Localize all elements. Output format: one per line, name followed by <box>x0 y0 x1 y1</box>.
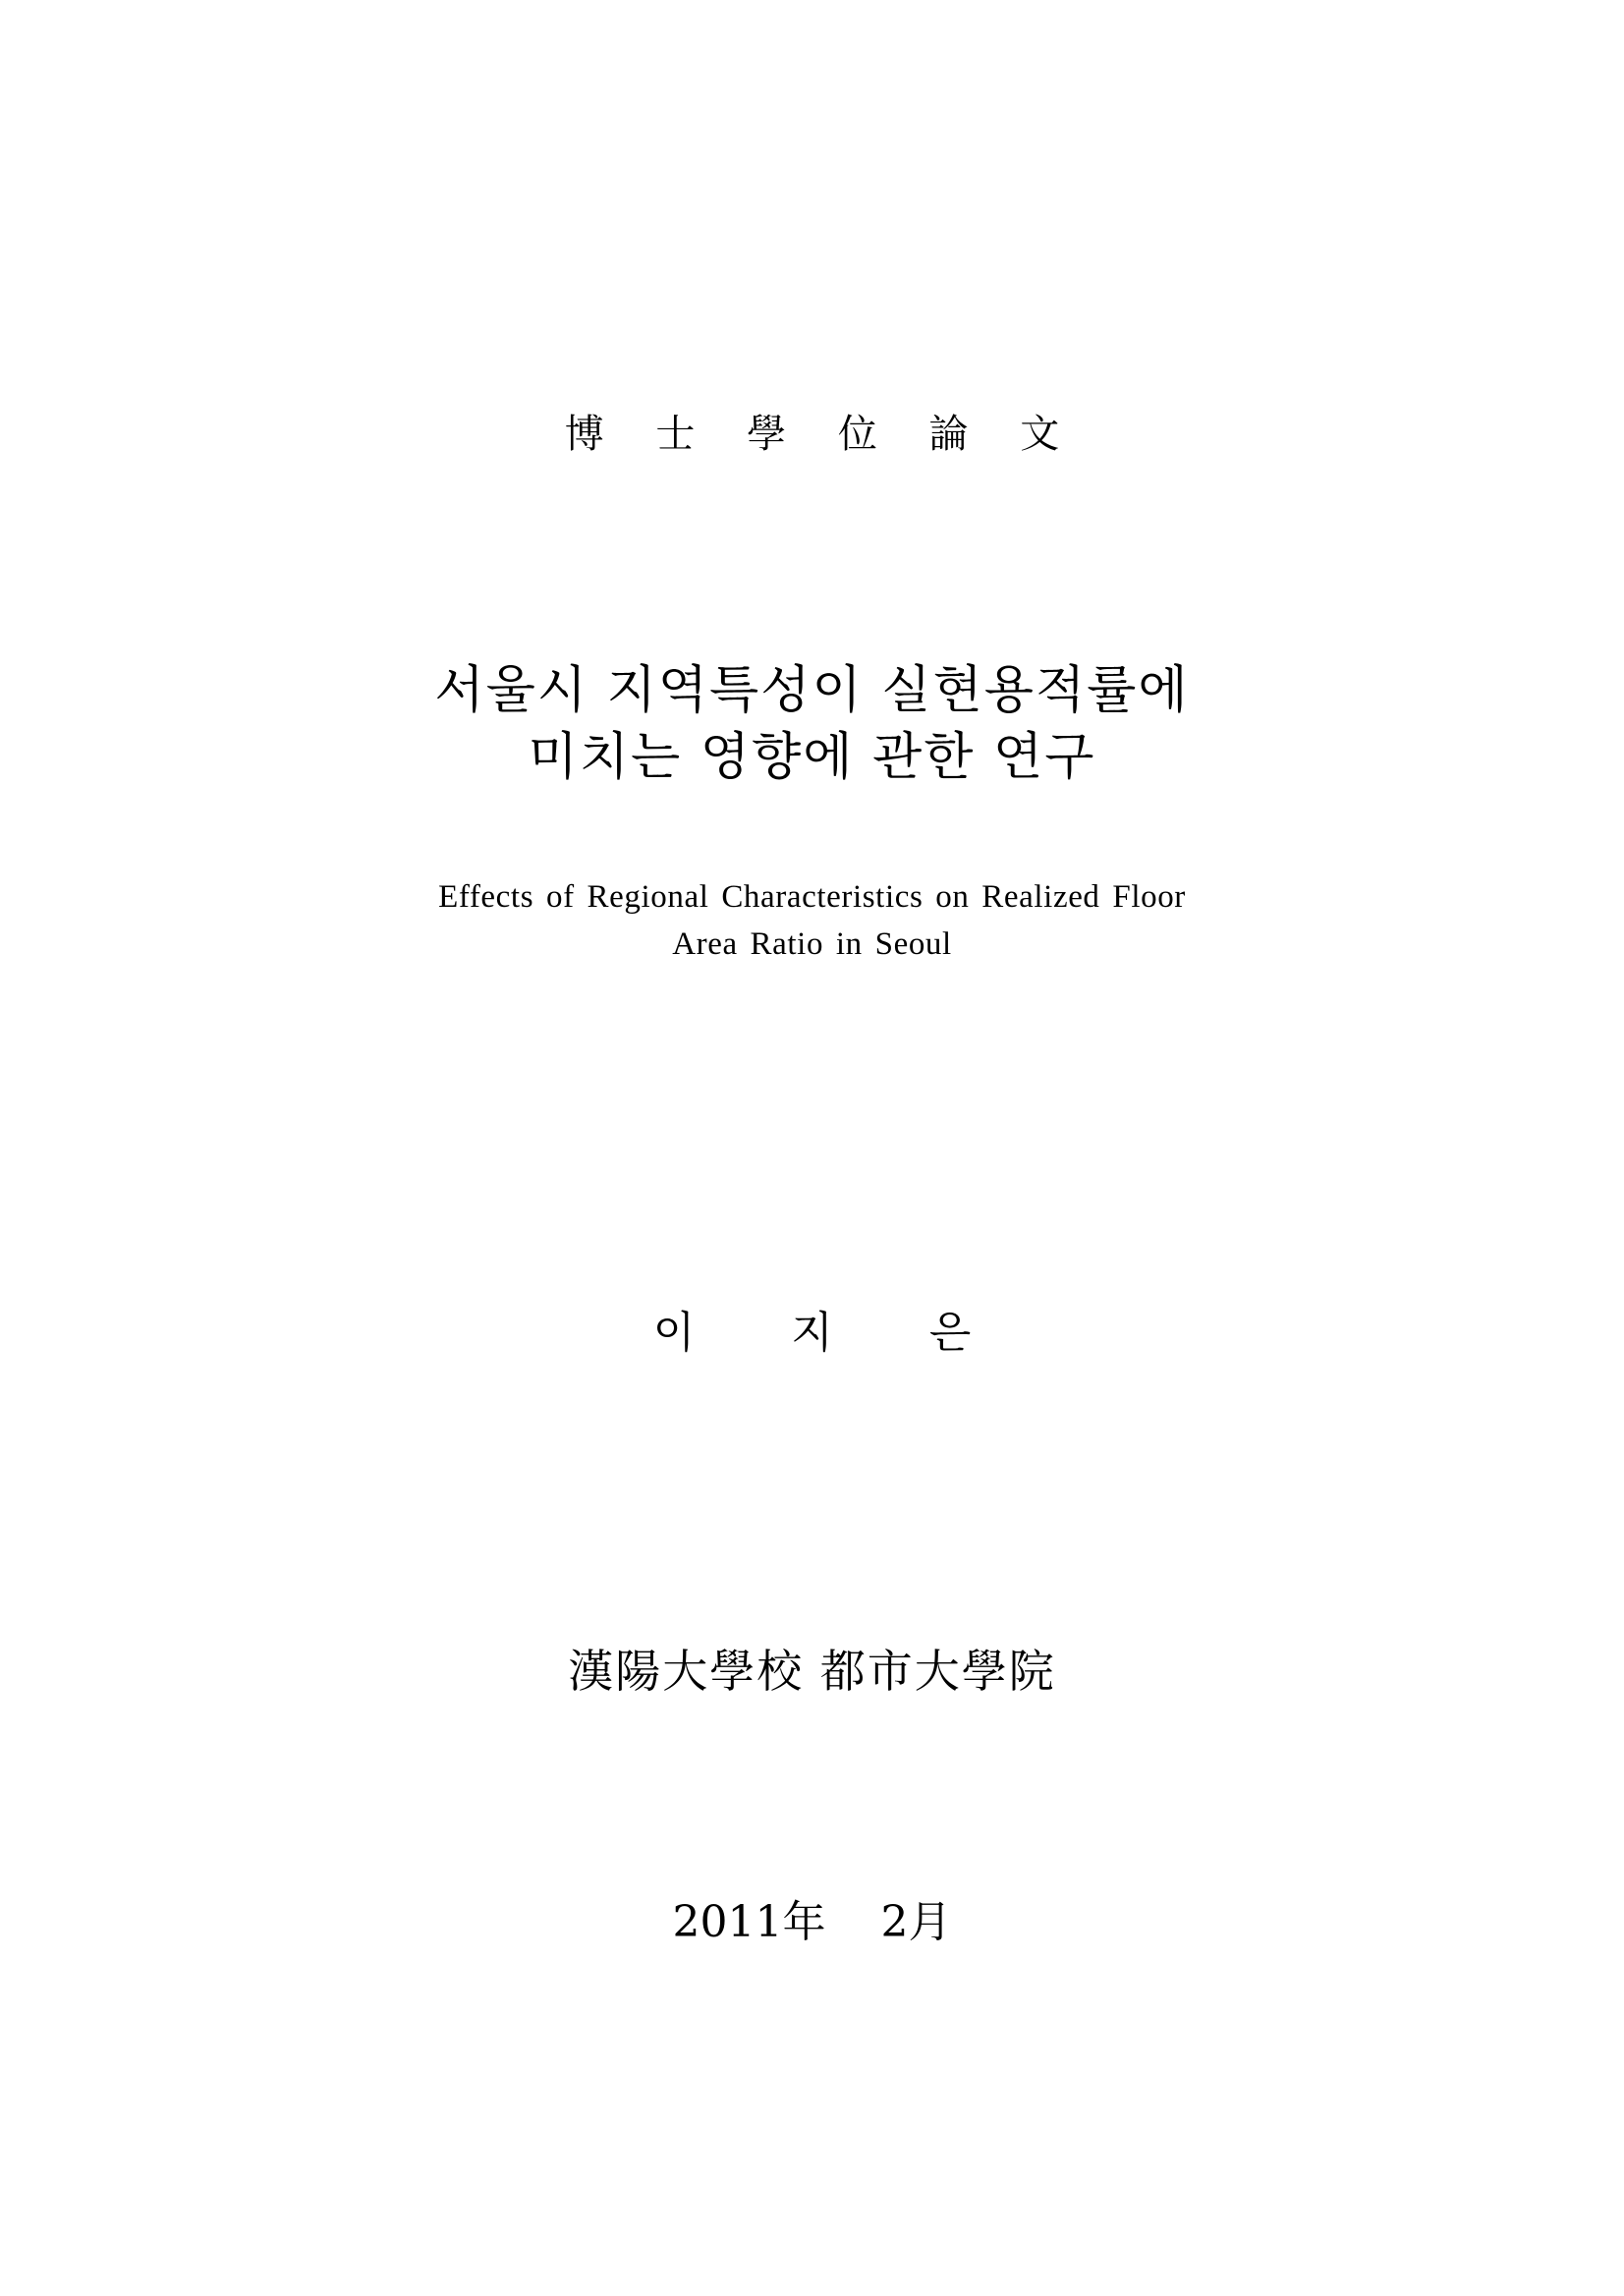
english-title <box>0 874 1624 969</box>
author-name: 이 지 은 <box>652 1308 1013 1358</box>
korean-title-line-1: 서울시 지역특성이 실현용적률에 <box>434 661 1190 720</box>
korean-title <box>0 658 1624 791</box>
english-title-line-1: Effects of Regional Characteristics on Realized Floor <box>438 879 1186 915</box>
english-title-line-2: Area Ratio in Seoul <box>672 925 952 962</box>
korean-title-line-2: 미치는 영향에 관한 연구 <box>528 727 1096 787</box>
publication-date: 2011年 2月 <box>672 1897 952 1947</box>
document-type-heading: 博 士 學 位 論 文 <box>564 412 1080 457</box>
institution-name: 漢陽大學校 都市大學院 <box>568 1645 1056 1698</box>
